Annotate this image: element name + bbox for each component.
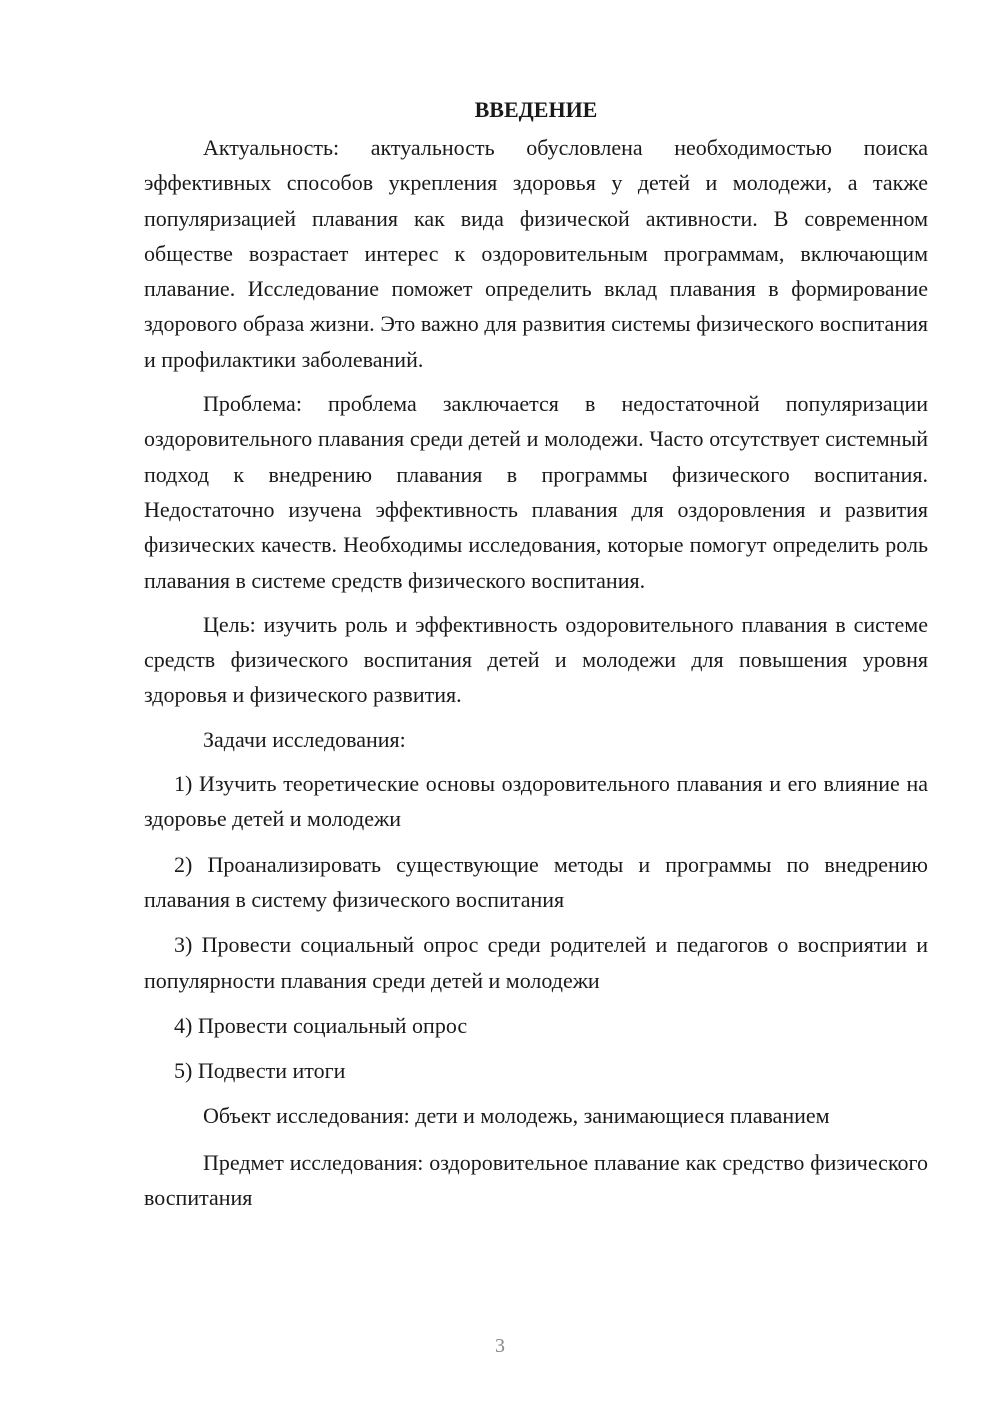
page-number: 3 [495, 1335, 505, 1357]
task-item: 1) Изучить теоретические основы оздоровительного плавания и его влияние на здоровье детей и молодежи [144, 771, 928, 832]
task-item: 3) Провести социальный опрос среди родителей и педагогов о восприятии и популярности плавания среди детей и молодежи [144, 932, 928, 993]
task-item: 4) Провести социальный опрос [174, 1012, 468, 1038]
subject-paragraph: Предмет исследования: оздоровительное плавание как средство физического воспитания [144, 1149, 928, 1211]
tasks-list [144, 766, 928, 1088]
task-item: 2) Проанализировать существующие методы и программы по внедрению плавания в систему физического воспитания [144, 851, 928, 912]
document-page [144, 92, 928, 1224]
object-paragraph: Объект исследования: дети и молодежь, занимающиеся плаванием [203, 1103, 830, 1129]
goal-paragraph: Цель: изучить роль и эффективность оздоровительного плавания в системе средств физического воспитания детей и молодежи для повышения уровня здоровья и физического развития. [144, 611, 928, 708]
tasks-heading: Задачи исследования: [203, 726, 406, 752]
document-title: ВВЕДЕНИЕ [474, 97, 598, 122]
problem-paragraph: Проблема: проблема заключается в недостаточной популяризации оздоровительного плавания среди детей и молодежи. Часто отсутствует системный подход к внедрению плавания в программы физического воспитания. Недостаточно изучена эффективность плавания для оздоровления и развития физических качеств. Необходимы исследования, которые помогут определить роль плавания в системе средств физического воспитания. [144, 391, 928, 593]
task-item: 5) Подвести итоги [174, 1058, 346, 1084]
relevance-paragraph: Актуальность: актуальность обусловлена необходимостью поиска эффективных способов укрепления здоровья у детей и молодежи, а также популяризацией плавания как вида физической активности. В современном обществе возрастает интерес к оздоровительным программам, включающим плавание. Исследование поможет определить вклад плавания в формирование здорового образа жизни. Это важно для развития системы физического воспитания и профилактики заболеваний. [144, 135, 928, 372]
